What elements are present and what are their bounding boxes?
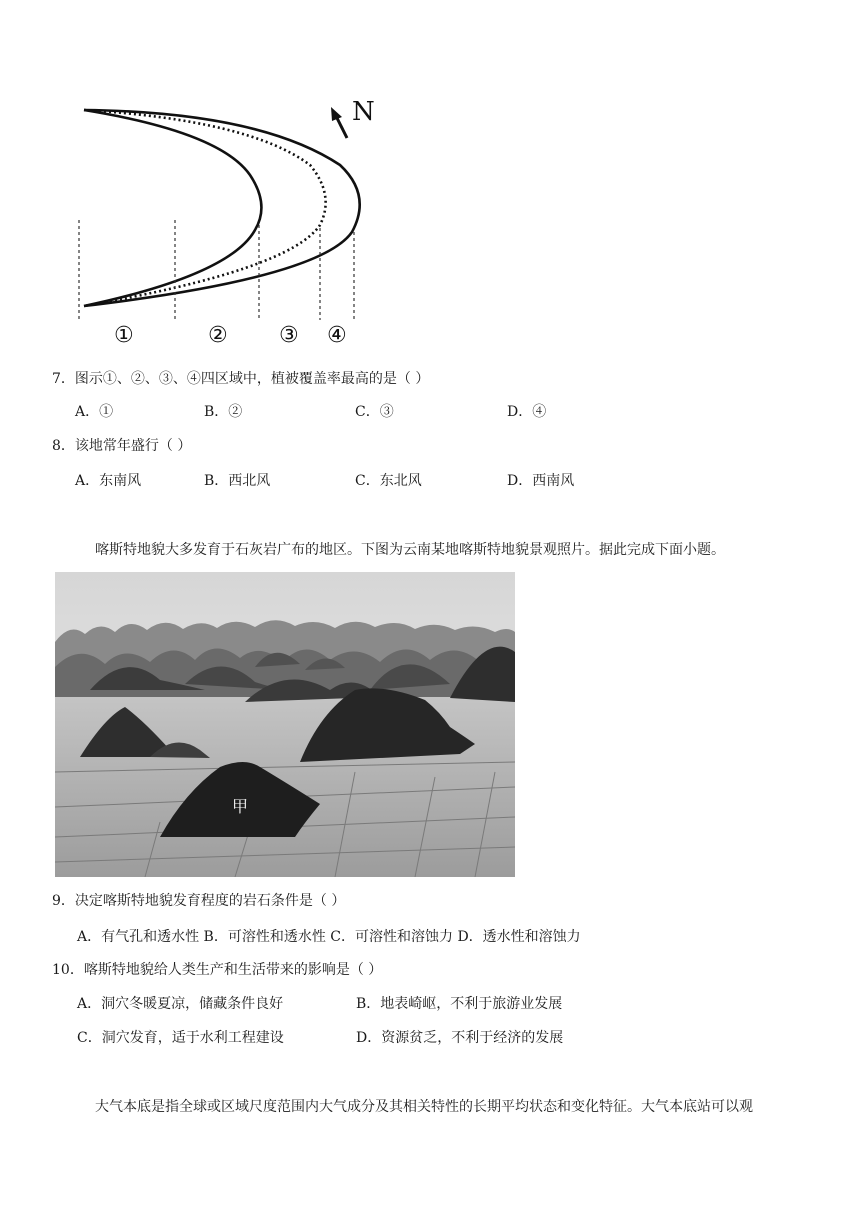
region-label-2: ②: [208, 323, 228, 348]
question-8-option-c: C．东北风: [355, 473, 422, 489]
question-8-stem: 8．该地常年盛行（ ）: [52, 438, 192, 454]
question-10-option-a: A．洞穴冬暖夏凉，储藏条件良好: [77, 996, 284, 1012]
question-10-stem: 10．喀斯特地貌给人类生产和生活带来的影响是（ ）: [52, 962, 383, 978]
question-7-option-a: A．①: [75, 404, 114, 420]
region-label-1: ①: [114, 323, 134, 348]
question-9-stem: 9．决定喀斯特地貌发育程度的岩石条件是（ ）: [52, 893, 346, 909]
question-10-option-b: B．地表崎岖，不利于旅游业发展: [356, 996, 563, 1012]
question-10-option-d: D．资源贫乏，不利于经济的发展: [356, 1030, 564, 1046]
barchan-dune-diagram: [0, 0, 868, 360]
north-label: N: [352, 97, 375, 127]
region-label-3: ③: [279, 323, 299, 348]
question-8-option-d: D．西南风: [507, 473, 575, 489]
karst-intro-paragraph: 喀斯特地貌大多发育于石灰岩广布的地区。下图为云南某地喀斯特地貌景观照片。据此完成下面小题。: [95, 542, 725, 558]
question-9-options: A．有气孔和透水性 B．可溶性和透水性 C．可溶性和溶蚀力 D．透水性和溶蚀力: [77, 929, 581, 945]
atmosphere-intro-paragraph: 大气本底是指全球或区域尺度范围内大气成分及其相关特性的长期平均状态和变化特征。大气本底站可以观: [95, 1099, 753, 1115]
region-label-4: ④: [327, 323, 347, 348]
north-arrow-icon: [331, 107, 347, 138]
photo-label-jia: 甲: [232, 797, 249, 816]
question-7-option-d: D．④: [507, 404, 547, 420]
question-8-option-b: B．西北风: [204, 473, 271, 489]
dune-inner-boundary: [84, 110, 261, 306]
question-7-stem: 7．图示①、②、③、④四区域中，植被覆盖率最高的是（ ）: [52, 371, 430, 387]
question-7-option-b: B．②: [204, 404, 243, 420]
question-8-option-a: A．东南风: [75, 473, 142, 489]
question-7-option-c: C．③: [355, 404, 394, 420]
question-10-option-c: C．洞穴发育，适于水利工程建设: [77, 1030, 284, 1046]
karst-landscape-photo: [55, 572, 515, 877]
dune-outer-boundary: [84, 110, 360, 306]
